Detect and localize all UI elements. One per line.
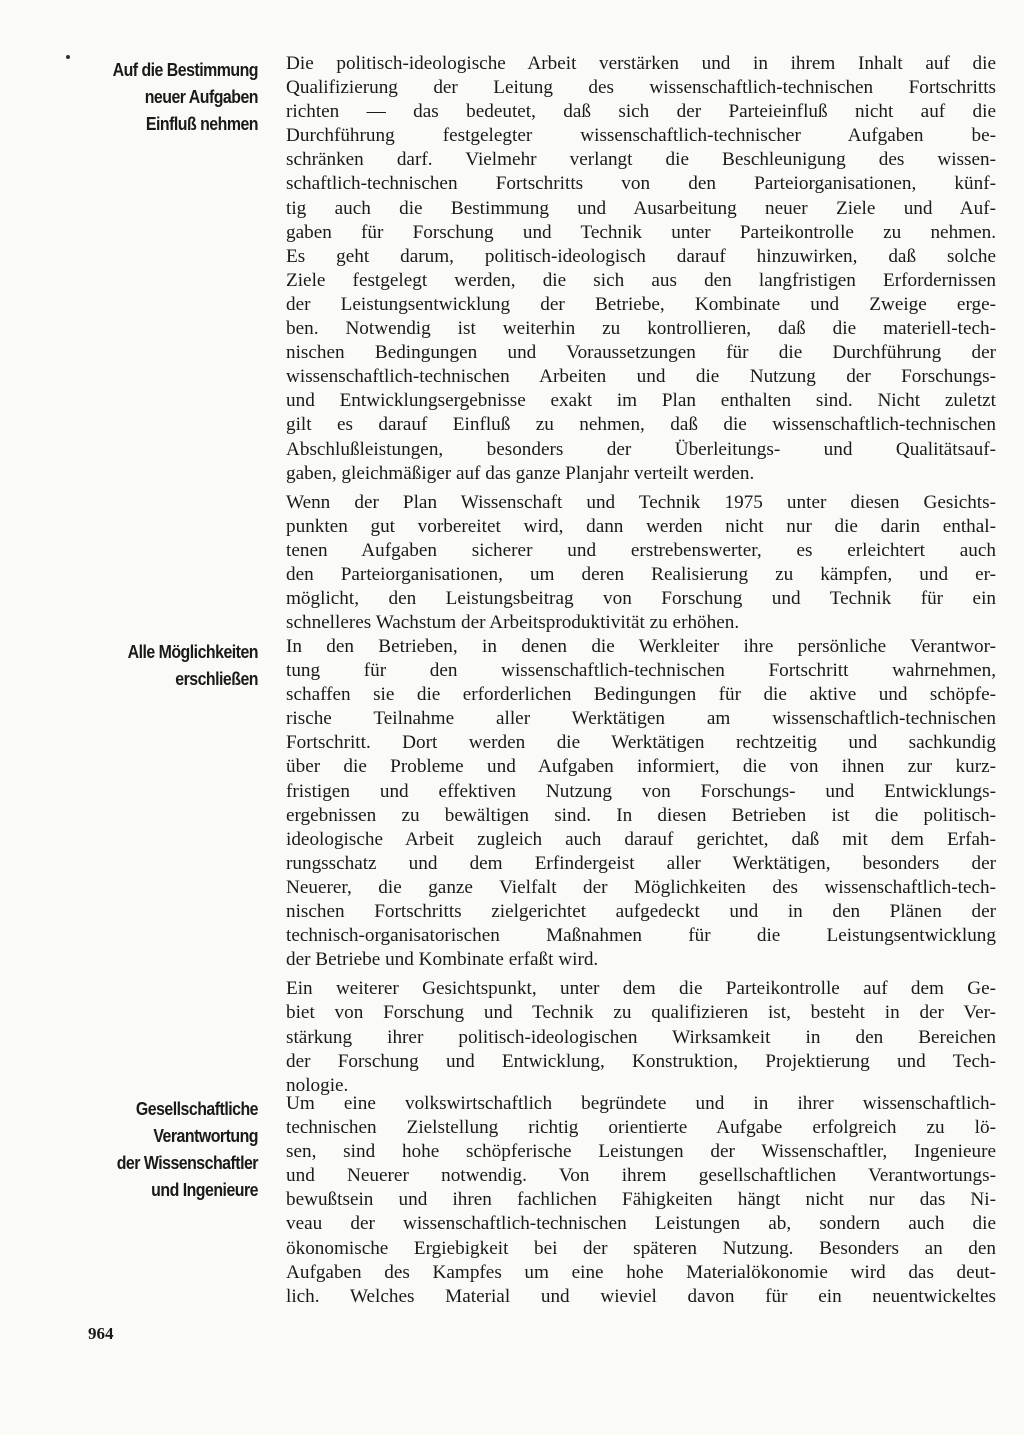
text-line: möglicht, den Leistungsbeitrag von Forschung und Technik für ein [286,588,996,610]
text-line: schaftlich-technischen Fortschritts von den Parteiorganisationen, künf- [286,173,996,195]
text-line: biet von Forschung und Technik zu qualifizieren ist, besteht in der Ver- [286,1002,996,1024]
text-line: schränken darf. Vielmehr verlangt die Beschleunigung des wissen- [286,149,996,171]
text-line: Durchführung festgelegter wissenschaftlich-technischer Aufgaben be- [286,125,996,147]
text-line: Um eine volkswirtschaftlich begründete und in ihrer wissenschaftlich- [286,1093,996,1114]
text-line: lich. Welches Material und wieviel davon für ein neuentwickeltes [286,1285,996,1307]
margin-heading [96,638,258,692]
text-line: Qualifizierung der Leitung des wissenschaftlich-technischen Fortschritts [286,77,996,99]
margin-heading-line: Auf die Bestimmung [112,59,258,80]
margin-heading-line: neuer Aufgaben [144,86,258,107]
text-line: gaben, gleichmäßiger auf das ganze Planjahr verteilt werden. [286,462,755,484]
text-line: und Neuerer notwendig. Von ihrem gesellschaftlichen Verantwortungs- [286,1165,996,1187]
margin-heading-line: Gesellschaftliche [135,1098,258,1119]
text-line: der Betriebe und Kombinate erfaßt wird. [286,949,599,971]
text-line: nologie. [286,1074,349,1096]
text-line: ergebnissen zu bewältigen sind. In diesen Betrieben ist die politisch- [286,804,996,826]
text-line: über die Probleme und Aufgaben informiert, die von ihnen zur kurz- [286,756,996,778]
text-line: Wenn der Plan Wissenschaft und Technik 1975 unter diesen Gesichts- [286,491,996,513]
paragraph [286,977,996,1097]
margin-heading-line: der Wissenschaftler [116,1152,258,1173]
text-line: nischen Fortschritts zielgerichtet aufgedeckt und in den Plänen der [286,901,996,923]
text-line: nischen Bedingungen und Voraussetzungen für die Durchführung der [286,342,996,364]
text-line: der Leistungsentwicklung der Betriebe, Kombinate und Zweige erge- [286,293,996,315]
text-line: bewußtsein und ihren fachlichen Fähigkeiten hängt nicht nur das Ni- [286,1189,996,1211]
text-line: schaffen sie die erforderlichen Bedingungen für die aktive und schöpfe- [286,684,996,706]
text-line: ideologische Arbeit zugleich auch darauf gerichtet, daß mit dem Erfah- [286,828,996,850]
text-line: punkten gut vorbereitet wird, dann werden nicht nur die darin enthal- [286,515,996,537]
margin-heading-line: Einfluß nehmen [145,113,258,134]
section-body [286,635,996,1098]
text-line: Abschlußleistungen, besonders der Überleitungs- und Qualitätsauf- [286,438,996,460]
text-line: stärkung ihrer politisch-ideologischen Wirksamkeit in den Bereichen [286,1026,996,1048]
text-line: den Parteiorganisationen, um deren Realisierung zu kämpfen, und er- [286,563,996,585]
page-number: 964 [88,1324,114,1343]
margin-heading-line: erschließen [175,668,258,689]
text-line: Neuerer, die ganze Vielfalt der Möglichkeiten des wissenschaftlich-tech- [286,876,996,898]
text-line: sen, sind hohe schöpferische Leistungen der Wissenschaftler, Ingenieure [286,1141,996,1163]
section-body [286,52,996,635]
text-line: veau der wissenschaftlich-technischen Leistungen ab, sondern auch die [286,1213,996,1235]
text-line: fristigen und effektiven Nutzung von Forschungs- und Entwicklungs- [286,780,996,802]
paragraph [286,1092,996,1309]
stray-print-mark [66,55,70,59]
paragraph [286,635,996,972]
paragraph [286,52,996,486]
text-line: ben. Notwendig ist weiterhin zu kontrollieren, daß die materiell-tech- [286,318,996,340]
paragraph [286,491,996,636]
margin-heading [96,56,258,137]
text-line: ökonomische Ergiebigkeit bei der späteren Nutzung. Besonders an den [286,1237,996,1259]
text-line: In den Betrieben, in denen die Werkleiter ihre persönliche Verantwor- [286,636,996,657]
text-line: Ein weiterer Gesichtspunkt, unter dem die Parteikontrolle auf dem Ge- [286,978,996,1000]
text-line: tenen Aufgaben sicherer und erstrebenswerter, es erleichtert auch [286,539,996,561]
text-line: tung für den wissenschaftlich-technischen Fortschritt wahrnehmen, [286,660,996,682]
text-line: der Forschung und Entwicklung, Konstruktion, Projektierung und Tech- [286,1050,996,1072]
text-line: Fortschritt. Dort werden die Werktätigen rechtzeitig und sachkundig [286,732,996,754]
margin-heading-line: und Ingenieure [151,1179,258,1200]
text-line: rungsschatz und dem Erfindergeist aller Werktätigen, besonders der [286,852,996,874]
text-line: gaben für Forschung und Technik unter Parteikontrolle zu nehmen. [286,221,996,243]
text-line: Aufgaben des Kampfes um eine hohe Materialökonomie wird das deut- [286,1261,996,1283]
section-body [286,1092,996,1309]
text-line: wissenschaftlich-technischen Arbeiten und die Nutzung der Forschungs- [286,366,996,388]
text-line: rische Teilnahme aller Werktätigen am wissenschaftlich-technischen [286,708,996,730]
margin-heading-line: Verantwortung [153,1125,258,1146]
margin-heading-line: Alle Möglichkeiten [127,641,258,662]
text-line: technischen Zielstellung richtig orientierte Aufgabe erfolgreich zu lö- [286,1117,996,1139]
text-line: technisch-organisatorischen Maßnahmen für die Leistungsentwicklung [286,925,996,947]
margin-heading [96,1095,258,1203]
text-line: schnelleres Wachstum der Arbeitsproduktivität zu erhöhen. [286,612,740,634]
text-line: tig auch die Bestimmung und Ausarbeitung neuer Ziele und Auf- [286,197,996,219]
text-line: Die politisch-ideologische Arbeit verstärken und in ihrem Inhalt auf die [286,53,996,74]
text-line: Ziele festgelegt werden, die sich aus den langfristigen Erfordernissen [286,269,996,291]
text-line: Es geht darum, politisch-ideologisch darauf hinzuwirken, daß solche [286,245,996,267]
text-line: gilt es darauf Einfluß zu nehmen, daß die wissenschaftlich-technischen [286,414,996,436]
text-line: richten — das bedeutet, daß sich der Parteieinfluß nicht auf die [286,101,996,123]
text-line: und Entwicklungsergebnisse exakt im Plan enthalten sind. Nicht zuletzt [286,390,996,412]
